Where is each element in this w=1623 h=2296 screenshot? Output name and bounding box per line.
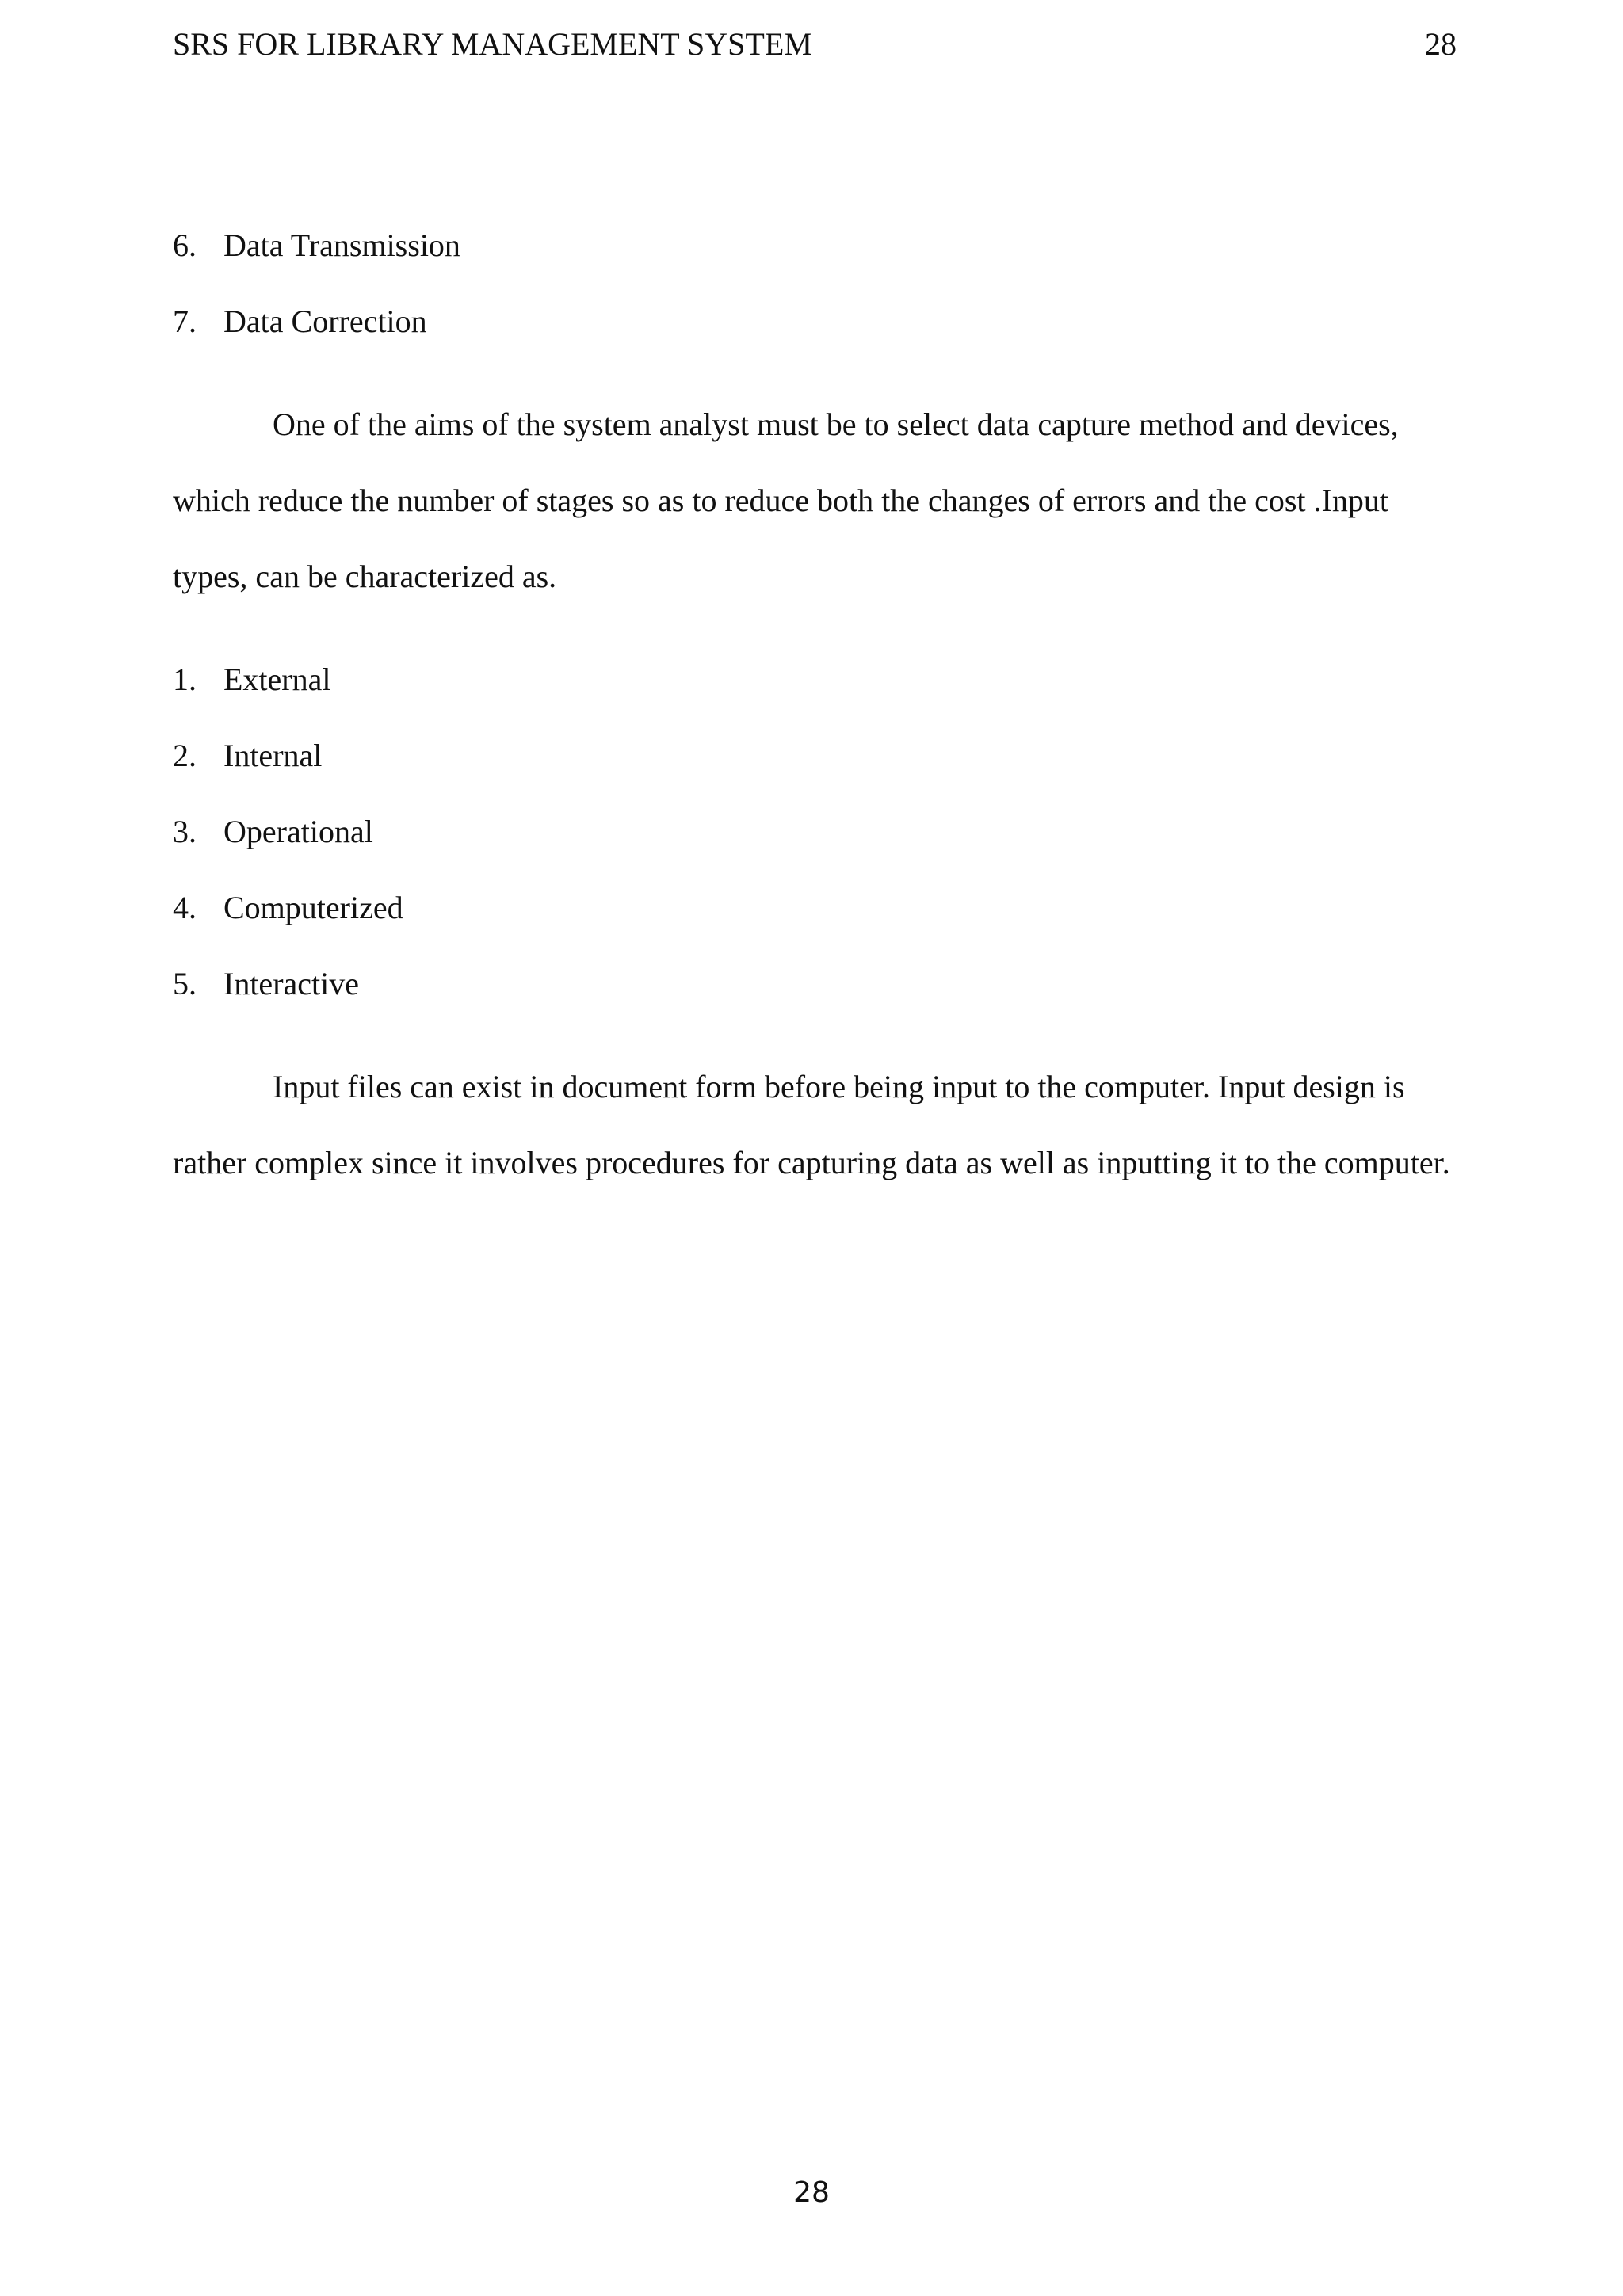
paragraph-input-methods: One of the aims of the system analyst must be to select data capture method and devices, which reduce the number of stages so as to reduce both the changes of errors and the cost .Input types, can be characterized as. <box>173 406 1399 594</box>
list-item <box>173 794 1457 870</box>
list-item-text: Operational <box>223 814 373 849</box>
list-item-text: Data Correction <box>223 303 427 339</box>
footer-page-number: 28 <box>793 2176 830 2209</box>
list-item <box>173 870 1457 946</box>
list-item-text: Data Transmission <box>223 227 460 263</box>
list-marker: 7. <box>173 303 197 339</box>
list-item <box>173 642 1457 718</box>
numbered-list-continued <box>173 208 1457 360</box>
list-marker: 3. <box>173 814 197 849</box>
body-text <box>173 208 1457 1201</box>
list-item-text: Interactive <box>223 966 359 1001</box>
paragraph-input-files: Input files can exist in document form before being input to the computer. Input design is rather complex since it involves procedures for capturing data as well as inputting it to the computer. <box>173 1069 1450 1180</box>
list-marker: 1. <box>173 662 197 697</box>
header-page-number: 28 <box>1425 26 1457 62</box>
list-marker: 6. <box>173 227 197 263</box>
list-item-text: External <box>223 662 331 697</box>
list-item <box>173 284 1457 360</box>
list-item-text: Computerized <box>223 890 403 925</box>
running-head <box>173 22 1457 67</box>
list-item-text: Internal <box>223 738 323 773</box>
list-item <box>173 718 1457 794</box>
list-marker: 2. <box>173 738 197 773</box>
running-head-title: SRS FOR LIBRARY MANAGEMENT SYSTEM <box>173 26 812 62</box>
list-marker: 4. <box>173 890 197 925</box>
input-types-list <box>173 642 1457 1022</box>
list-item <box>173 208 1457 284</box>
list-item <box>173 946 1457 1022</box>
list-marker: 5. <box>173 966 197 1001</box>
